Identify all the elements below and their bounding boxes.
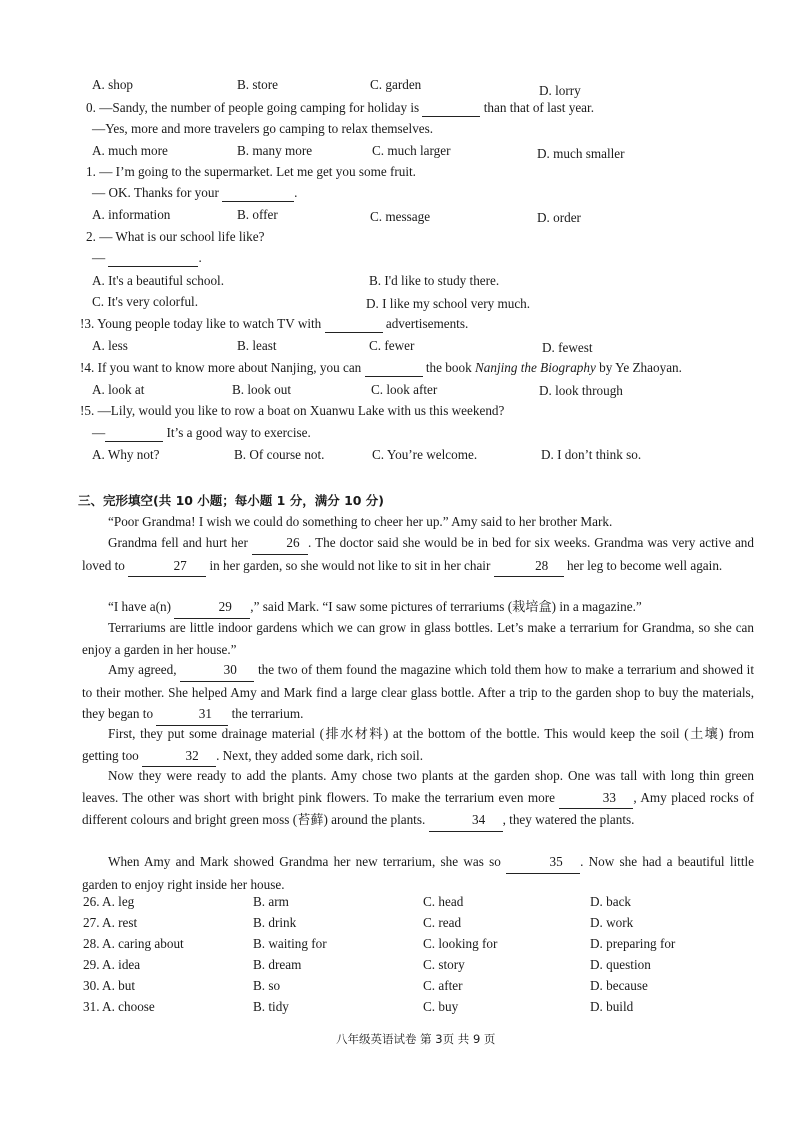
- blank-33: 33: [559, 787, 633, 810]
- q21-reply: [92, 185, 297, 202]
- blank-30: 30: [180, 659, 254, 682]
- option-c: C. read: [423, 915, 462, 930]
- option-a: A. much more: [92, 143, 168, 158]
- option-a: A. Why not?: [92, 447, 160, 462]
- option-a: 29. A. idea: [83, 957, 141, 972]
- option-b: B. waiting for: [253, 936, 327, 951]
- q23-stem: !3. Young people today like to watch TV with: [80, 316, 322, 331]
- q22-stem: 2. — What is our school life like?: [86, 229, 265, 244]
- q25-reply: [92, 425, 311, 442]
- text-run: the terrarium.: [231, 706, 304, 721]
- option-a: A. look at: [92, 382, 145, 397]
- blank-35: 35: [506, 851, 580, 874]
- answer-blank: [422, 100, 480, 117]
- option-c: C. much larger: [372, 143, 451, 158]
- option-a: 31. A. choose: [83, 999, 155, 1014]
- q25-reply-dash: —: [92, 425, 106, 440]
- option-c: C. story: [423, 957, 465, 972]
- option-b: B. least: [237, 338, 277, 353]
- q23-stem-end: advertisements.: [385, 316, 469, 331]
- text-run: . Now she had a beautiful little garden to enjoy right inside her house.: [82, 854, 755, 892]
- q20-stem: 0. —Sandy, the number of people going camping for holiday is: [86, 100, 420, 115]
- text-run: in her garden, so she would not like to sit in her chair: [209, 557, 491, 573]
- option-c: C. fewer: [369, 338, 415, 353]
- question-24: [80, 360, 682, 377]
- option-b: B. so: [253, 978, 281, 993]
- option-d: D. lorry: [539, 83, 581, 98]
- text-run: , Amy placed rocks of different colours and bright green moss (苔藓) around the plants.: [82, 789, 755, 827]
- option-a: A. shop: [92, 77, 134, 92]
- option-d: D. fewest: [542, 340, 593, 355]
- text-run: . Next, they added some dark, rich soil.: [216, 747, 423, 763]
- option-c: C. after: [423, 978, 463, 993]
- option-b: B. store: [237, 77, 279, 92]
- answer-blank: [105, 425, 163, 442]
- option-c: C. It's very colorful.: [92, 294, 199, 309]
- option-d: D. I like my school very much.: [366, 296, 531, 311]
- option-b: B. I'd like to study there.: [369, 273, 500, 288]
- option-c: C. garden: [370, 77, 422, 92]
- text-run: . The doctor said she would be in bed for six weeks. Grandma was very active and loved to: [82, 535, 754, 573]
- option-b: B. Of course not.: [234, 447, 325, 462]
- question-20: [86, 100, 594, 117]
- blank-31: 31: [156, 703, 228, 726]
- option-d: D. back: [590, 894, 632, 909]
- answer-blank: [365, 360, 423, 377]
- passage-paragraph-1: “Poor Grandma! I wish we could do something to cheer her up.” Amy said to her brother Mark.: [108, 514, 613, 529]
- text-run: the two of them found the magazine which told them how to make a terrarium and showed it to their mother. She helped Amy and Mark find a large clear glass bottle. After a trip to the garden shop to buy the materials, they began to: [82, 662, 755, 721]
- option-d: D. build: [590, 999, 634, 1014]
- blank-26: 26: [252, 532, 308, 555]
- passage-paragraph-7: [82, 765, 754, 832]
- q24-stem: !4. If you want to know more about Nanjing, you can: [80, 360, 362, 375]
- option-d: D. much smaller: [537, 146, 625, 161]
- option-a: A. less: [92, 338, 128, 353]
- option-d: D. question: [590, 957, 651, 972]
- q21-reply-text: — OK. Thanks for your: [92, 185, 219, 200]
- option-d: D. look through: [539, 383, 623, 398]
- q22-reply: [92, 250, 202, 267]
- blank-32: 32: [142, 745, 216, 768]
- option-a: 30. A. but: [83, 978, 136, 993]
- q24-book-title: Nanjing the Biography: [474, 360, 596, 375]
- passage-paragraph-5: [82, 659, 754, 726]
- option-a: 28. A. caring about: [83, 936, 184, 951]
- text-run: “I have a(n): [108, 599, 171, 614]
- answer-blank: [325, 316, 383, 333]
- blank-27: 27: [128, 555, 206, 578]
- option-c: C. look after: [371, 382, 438, 397]
- answer-blank: [222, 185, 294, 202]
- passage-paragraph-8: [82, 851, 754, 895]
- question-23: [80, 316, 468, 333]
- section-heading: 三、完形填空(共 10 小题；每小题 1 分，满分 10 分): [78, 493, 385, 508]
- q25-stem: !5. —Lily, would you like to row a boat on Xuanwu Lake with us this weekend?: [80, 403, 505, 418]
- passage-paragraph-3: [82, 596, 754, 619]
- text-run: ,” said Mark. “I saw some pictures of terrariums (栽培盒) in a magazine.”: [250, 599, 642, 614]
- q21-reply-end: .: [294, 185, 298, 200]
- passage-paragraph-2: [82, 532, 754, 577]
- option-d: D. work: [590, 915, 634, 930]
- option-b: B. drink: [253, 915, 297, 930]
- option-a: A. information: [92, 207, 171, 222]
- option-b: B. dream: [253, 957, 302, 972]
- page-footer: 八年级英语试卷 第 3页 共 9 页: [336, 1032, 496, 1046]
- option-a: 27. A. rest: [83, 915, 138, 930]
- blank-29: 29: [174, 596, 250, 619]
- q20-reply: —Yes, more and more travelers go camping to relax themselves.: [92, 121, 434, 136]
- text-run: Grandma fell and hurt her: [108, 535, 248, 550]
- option-b: B. tidy: [253, 999, 289, 1014]
- option-b: B. look out: [232, 382, 291, 397]
- text-run: When Amy and Mark showed Grandma her new terrarium, she was so: [108, 854, 501, 869]
- option-d: D. order: [537, 210, 581, 225]
- option-c: C. message: [370, 209, 431, 224]
- q25-reply-end: It’s a good way to exercise.: [166, 425, 311, 440]
- option-b: B. offer: [237, 207, 278, 222]
- option-c: C. You’re welcome.: [372, 447, 478, 462]
- blank-28: 28: [494, 555, 564, 578]
- answer-blank: [108, 250, 198, 267]
- option-d: D. preparing for: [590, 936, 676, 951]
- option-c: C. head: [423, 894, 464, 909]
- option-d: D. because: [590, 978, 648, 993]
- q22-reply-end: .: [198, 250, 202, 265]
- q24-stem-end: by Ye Zhaoyan.: [599, 360, 682, 375]
- option-c: C. buy: [423, 999, 459, 1014]
- q20-stem-end: than that of last year.: [483, 100, 594, 115]
- blank-34: 34: [429, 809, 503, 832]
- option-c: C. looking for: [423, 936, 498, 951]
- passage-paragraph-6: [82, 723, 754, 767]
- q21-stem: 1. — I’m going to the supermarket. Let me get you some fruit.: [86, 164, 416, 179]
- q24-stem-mid: the book: [425, 360, 472, 375]
- q22-reply-dash: —: [92, 250, 106, 265]
- text-run: First, they put some drainage material (排水材料) at the bottom of the bottle. This would keep the soil (土壤) from getting too: [82, 726, 754, 763]
- option-a: 26. A. leg: [83, 894, 135, 909]
- option-a: A. It's a beautiful school.: [92, 273, 225, 288]
- option-b: B. many more: [237, 143, 313, 158]
- option-b: B. arm: [253, 894, 289, 909]
- text-run: Amy agreed,: [108, 662, 177, 677]
- text-run: Now they were ready to add the plants. Amy chose two plants at the garden shop. One was tall with long thin green leaves. The other was short with bright pink flowers. To make the terrarium even more: [82, 768, 754, 805]
- text-run: , they watered the plants.: [502, 812, 635, 827]
- option-d: D. I don’t think so.: [541, 447, 642, 462]
- text-run: her leg to become well again.: [566, 557, 723, 573]
- passage-paragraph-4: Terrariums are little indoor gardens which we can grow in glass bottles. Let’s make a terrarium for Grandma, so she can enjoy a garden in her house.”: [82, 620, 754, 657]
